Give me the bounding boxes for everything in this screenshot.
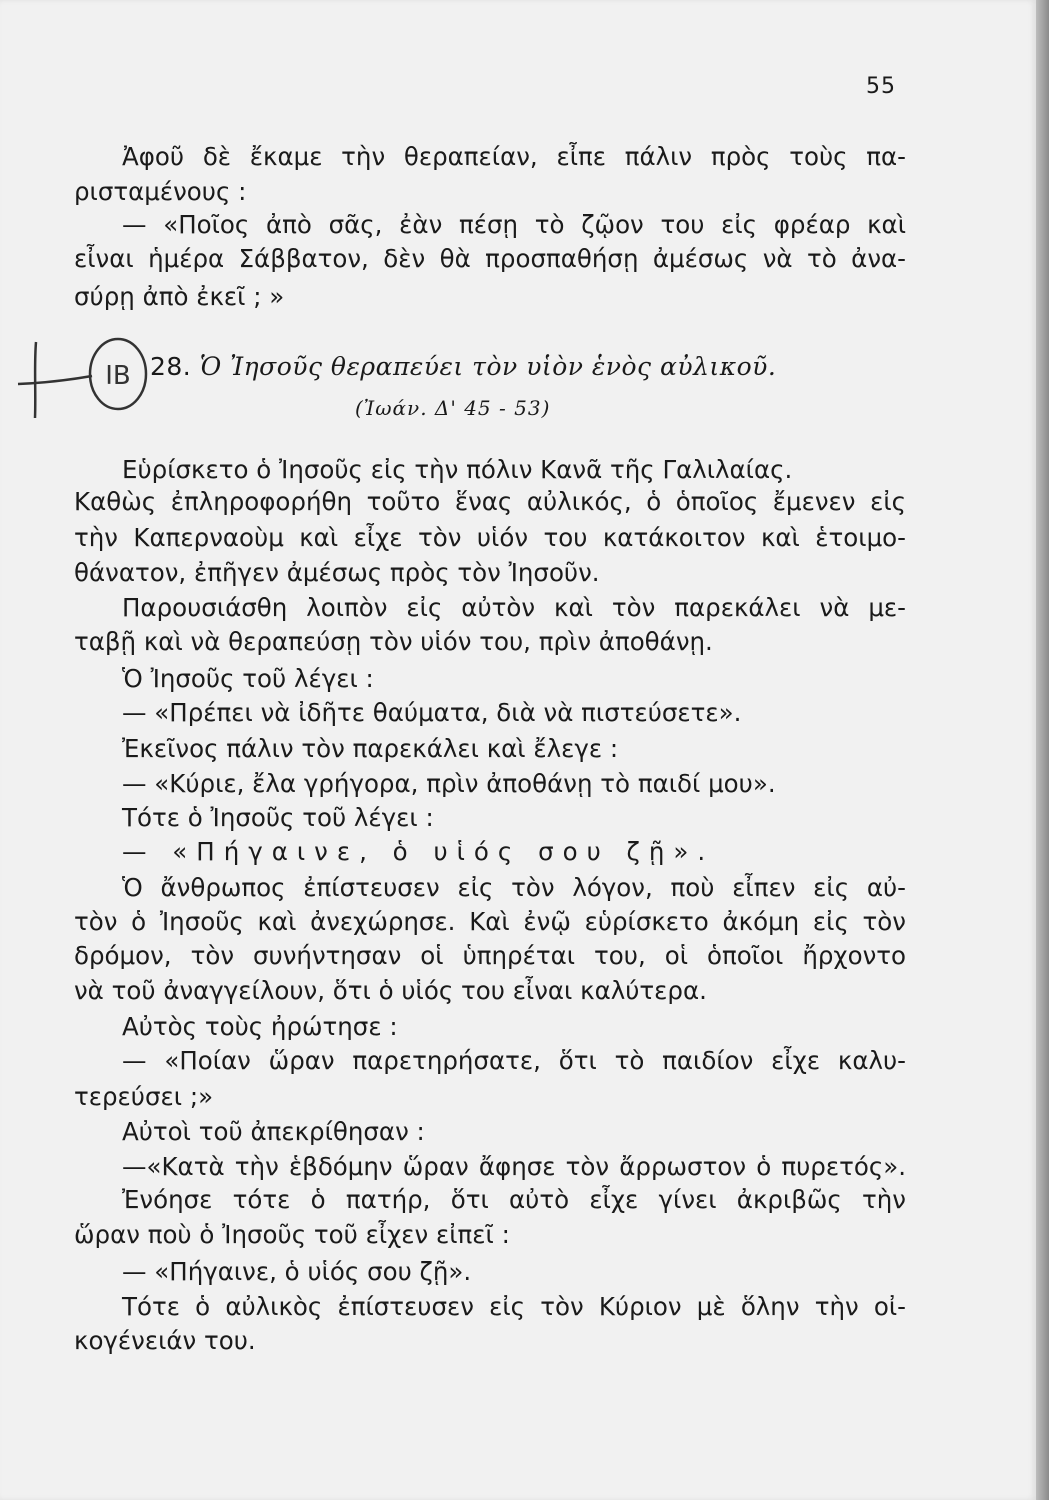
text-line: Ἐνόησε τότε ὁ πατήρ, ὅτι αὐτὸ εἶχε γίνει ἀκριβῶς τὴν bbox=[122, 1185, 906, 1214]
section-title: Ὁ Ἰησοῦς θεραπεύει τὸν υἱὸν ἑνὸς αὐλικοῦ. bbox=[199, 352, 777, 381]
text-line: Αὐτὸς τοὺς ἠρώτησε : bbox=[122, 1012, 398, 1041]
text-line: ρισταμένους : bbox=[74, 177, 247, 206]
text-line: Ὁ ἄνθρωπος ἐπίστευσεν εἰς τὸν λόγον, ποὺ εἶπεν εἰς αὐ- bbox=[122, 873, 906, 902]
text-line: — «Ποίαν ὥραν παρετηρήσατε, ὅτι τὸ παιδίον εἶχε καλυ- bbox=[122, 1046, 906, 1075]
text-line: Αὐτοὶ τοῦ ἀπεκρίθησαν : bbox=[122, 1117, 425, 1146]
text-line: — «Πρέπει νὰ ἰδῆτε θαύματα, διὰ νὰ πιστεύσετε». bbox=[122, 698, 742, 727]
text-line: δρόμον, τὸν συνήντησαν οἱ ὑπηρέται του, οἱ ὁποῖοι ἤρχοντο bbox=[74, 941, 906, 970]
text-line: — «Κύριε, ἔλα γρήγορα, πρὶν ἀποθάνῃ τὸ παιδί μου». bbox=[122, 769, 776, 798]
text-line: κογένειάν του. bbox=[74, 1326, 256, 1355]
text-line: τὸν ὁ Ἰησοῦς καὶ ἀνεχώρησε. Καὶ ἐνῷ εὑρίσκετο ἀκόμη εἰς τὸν bbox=[74, 907, 906, 936]
text-line: Ὁ Ἰησοῦς τοῦ λέγει : bbox=[122, 664, 374, 693]
section-number: 28. bbox=[150, 352, 192, 381]
text-line: — «Ποῖος ἀπὸ σᾶς, ἐὰν πέσῃ τὸ ζῷον του εἰς φρέαρ καὶ bbox=[122, 210, 906, 239]
scripture-reference: (Ἰωάν. Δ' 45 - 53) bbox=[355, 396, 551, 420]
text-line: Τότε ὁ αὐλικὸς ἐπίστευσεν εἰς τὸν Κύριον μὲ ὅλην τὴν οἰ- bbox=[122, 1292, 906, 1321]
page-number: 55 bbox=[866, 74, 896, 99]
text-line: ὥραν ποὺ ὁ Ἰησοῦς τοῦ εἶχεν εἰπεῖ : bbox=[74, 1220, 510, 1249]
text-line: τερεύσει ;» bbox=[74, 1082, 214, 1111]
text-line: Ἀφοῦ δὲ ἔκαμε τὴν θεραπείαν, εἶπε πάλιν πρὸς τοὺς πα- bbox=[122, 142, 906, 171]
handwritten-margin-mark bbox=[14, 336, 154, 426]
text-line: εἶναι ἡμέρα Σάββατον, δὲν θὰ προσπαθήσῃ ἀμέσως νὰ τὸ ἀνα- bbox=[74, 244, 906, 273]
text-line: —«Κατὰ τὴν ἑβδόμην ὥραν ἄφησε τὸν ἄρρωστον ὁ πυρετός». bbox=[122, 1152, 906, 1181]
text-line: ταβῇ καὶ νὰ θεραπεύσῃ τὸν υἱόν του, πρὶν ἀποθάνῃ. bbox=[74, 627, 713, 656]
section-heading bbox=[150, 352, 776, 381]
page-edge bbox=[1036, 0, 1049, 1500]
text-line: — «Πήγαινε, ὁ υἱός σου ζῇ». bbox=[122, 837, 715, 866]
text-line: Εὑρίσκετο ὁ Ἰησοῦς εἰς τὴν πόλιν Κανᾶ τῆς Γαλιλαίας. bbox=[122, 455, 793, 484]
handwritten-mark-text: ΙΒ bbox=[105, 361, 131, 391]
text-line: — «Πήγαινε, ὁ υἱός σου ζῇ». bbox=[122, 1257, 472, 1286]
text-line: Τότε ὁ Ἰησοῦς τοῦ λέγει : bbox=[122, 803, 434, 832]
text-line: Ἐκεῖνος πάλιν τὸν παρεκάλει καὶ ἔλεγε : bbox=[122, 734, 619, 763]
text-line: τὴν Καπερναοὺμ καὶ εἶχε τὸν υἱόν του κατάκοιτον καὶ ἑτοιμο- bbox=[74, 523, 906, 552]
text-line: Παρουσιάσθη λοιπὸν εἰς αὐτὸν καὶ τὸν παρεκάλει νὰ με- bbox=[122, 593, 906, 622]
text-line: θάνατον, ἐπῆγεν ἀμέσως πρὸς τὸν Ἰησοῦν. bbox=[74, 558, 600, 587]
text-line: νὰ τοῦ ἀναγγείλουν, ὅτι ὁ υἱός του εἶναι καλύτερα. bbox=[74, 976, 707, 1005]
text-line: Καθὼς ἐπληροφορήθη τοῦτο ἕνας αὐλικός, ὁ ὁποῖος ἔμενεν εἰς bbox=[74, 487, 906, 516]
text-line: σύρῃ ἀπὸ ἐκεῖ ; » bbox=[74, 282, 285, 311]
